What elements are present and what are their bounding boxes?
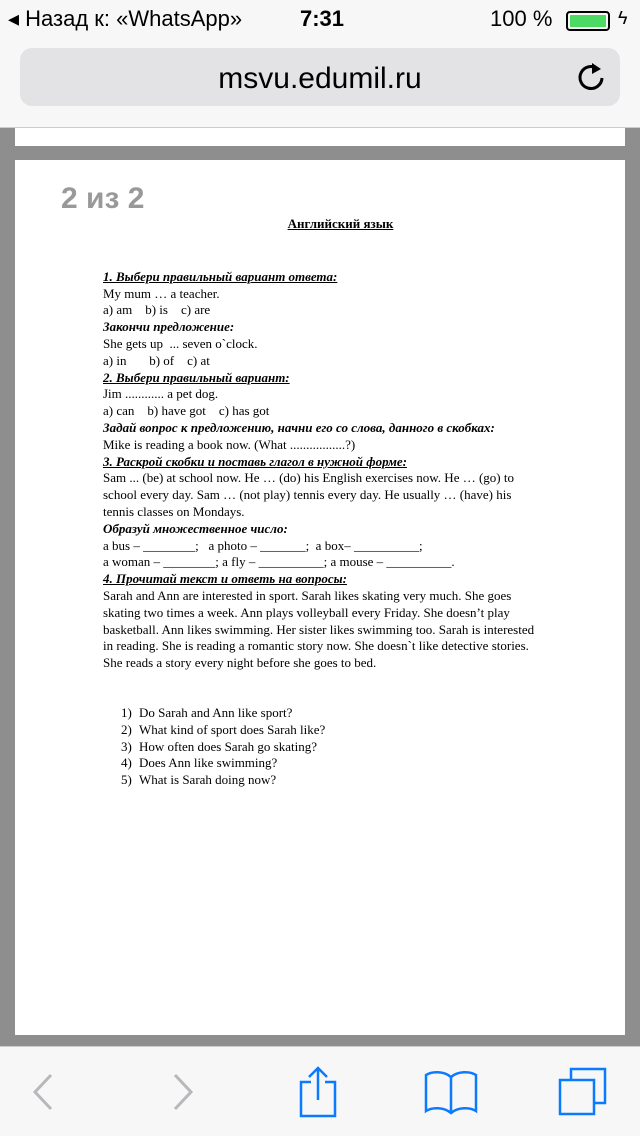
question-number: 5)	[121, 772, 132, 788]
text-line: She gets up ... seven o`clock.	[103, 335, 258, 351]
text-line: My mum … a teacher.	[103, 285, 220, 301]
question-text: How often does Sarah go skating?	[139, 738, 317, 754]
question-number: 4)	[121, 755, 132, 771]
task-heading: Закончи предложение:	[103, 319, 235, 335]
question-text: Do Sarah and Ann like sport?	[139, 704, 293, 720]
back-to-app-link[interactable]: ◂ Назад к: «WhatsApp»	[8, 6, 243, 31]
question-text: What kind of sport does Sarah like?	[139, 721, 326, 737]
text-line: in reading. She is reading a romantic story now. She doesn`t like detective stories.	[103, 638, 529, 654]
text-line: a) can b) have got c) has got	[103, 403, 270, 419]
text-line: Sarah and Ann are interested in sport. Sarah likes skating very much. She goes	[103, 587, 512, 603]
text-line: tennis classes on Mondays.	[103, 503, 245, 519]
battery-icon	[566, 11, 610, 31]
reload-icon[interactable]	[576, 60, 606, 100]
forward-icon[interactable]	[168, 1067, 198, 1117]
back-icon[interactable]	[28, 1067, 58, 1117]
url-text[interactable]: msvu.edumil.ru	[218, 62, 422, 95]
text-line: basketball. Ann likes swimming. Her sister likes swimming too. Sarah is interested	[103, 621, 535, 637]
task-heading: Задай вопрос к предложению, начни его со слова, данного в скобках:	[103, 419, 495, 435]
browser-toolbar	[0, 1046, 640, 1136]
question-item	[121, 722, 598, 739]
question-item	[121, 739, 598, 756]
question-item	[121, 755, 598, 772]
text-line: school every day. Sam … (not play) tennis every day. He usually … (have) his	[103, 487, 512, 503]
previous-page-edge	[15, 128, 625, 146]
section-heading: 2. Выбери правильный вариант:	[103, 369, 290, 385]
question-text: What is Sarah doing now?	[139, 772, 277, 788]
question-number: 1)	[121, 704, 132, 720]
question-text: Does Ann like swimming?	[139, 755, 278, 771]
task-heading: Образуй множественное число:	[103, 520, 288, 536]
section-heading: 3. Раскрой скобки и поставь глагол в нужной форме:	[103, 453, 407, 469]
question-list	[103, 705, 598, 789]
status-bar	[0, 0, 640, 40]
address-bar-area	[0, 40, 640, 128]
question-number: 3)	[121, 738, 132, 754]
document-title: Английский язык	[287, 216, 394, 231]
question-item	[121, 705, 598, 722]
text-line: Jim ............ a pet dog.	[103, 386, 219, 402]
section-heading: 4. Прочитай текст и ответь на вопросы:	[103, 571, 347, 587]
question-number: 2)	[121, 721, 132, 737]
text-line: a bus – ________; a photo – _______; a box– __________;	[103, 537, 423, 553]
battery-percent: 100 %	[490, 6, 553, 31]
document-content	[103, 216, 598, 789]
text-line: Sam ... (be) at school now. He … (do) his English exercises now. He … (go) to	[103, 470, 514, 486]
text-line: skating two times a week. Ann plays volleyball every Friday. She doesn’t play	[103, 604, 510, 620]
text-line: a) am b) is c) are	[103, 302, 211, 318]
clock: 7:31	[300, 6, 345, 31]
document-page	[15, 160, 625, 1035]
text-line: a) in b) of c) at	[103, 352, 210, 368]
question-item	[121, 772, 598, 789]
text-line: She reads a story every night before she goes to bed.	[103, 655, 377, 671]
tabs-icon[interactable]	[556, 1067, 610, 1117]
charging-icon: ϟ	[618, 8, 628, 28]
page-indicator: 2 из 2	[61, 182, 145, 215]
text-line: a woman – ________; a fly – __________; a mouse – __________.	[103, 554, 455, 570]
bookmarks-icon[interactable]	[424, 1067, 478, 1117]
share-icon[interactable]	[296, 1067, 340, 1117]
address-bar[interactable]	[20, 48, 620, 106]
text-line: Mike is reading a book now. (What .................?)	[103, 436, 356, 452]
section-heading: 1. Выбери правильный вариант ответа:	[103, 268, 338, 284]
